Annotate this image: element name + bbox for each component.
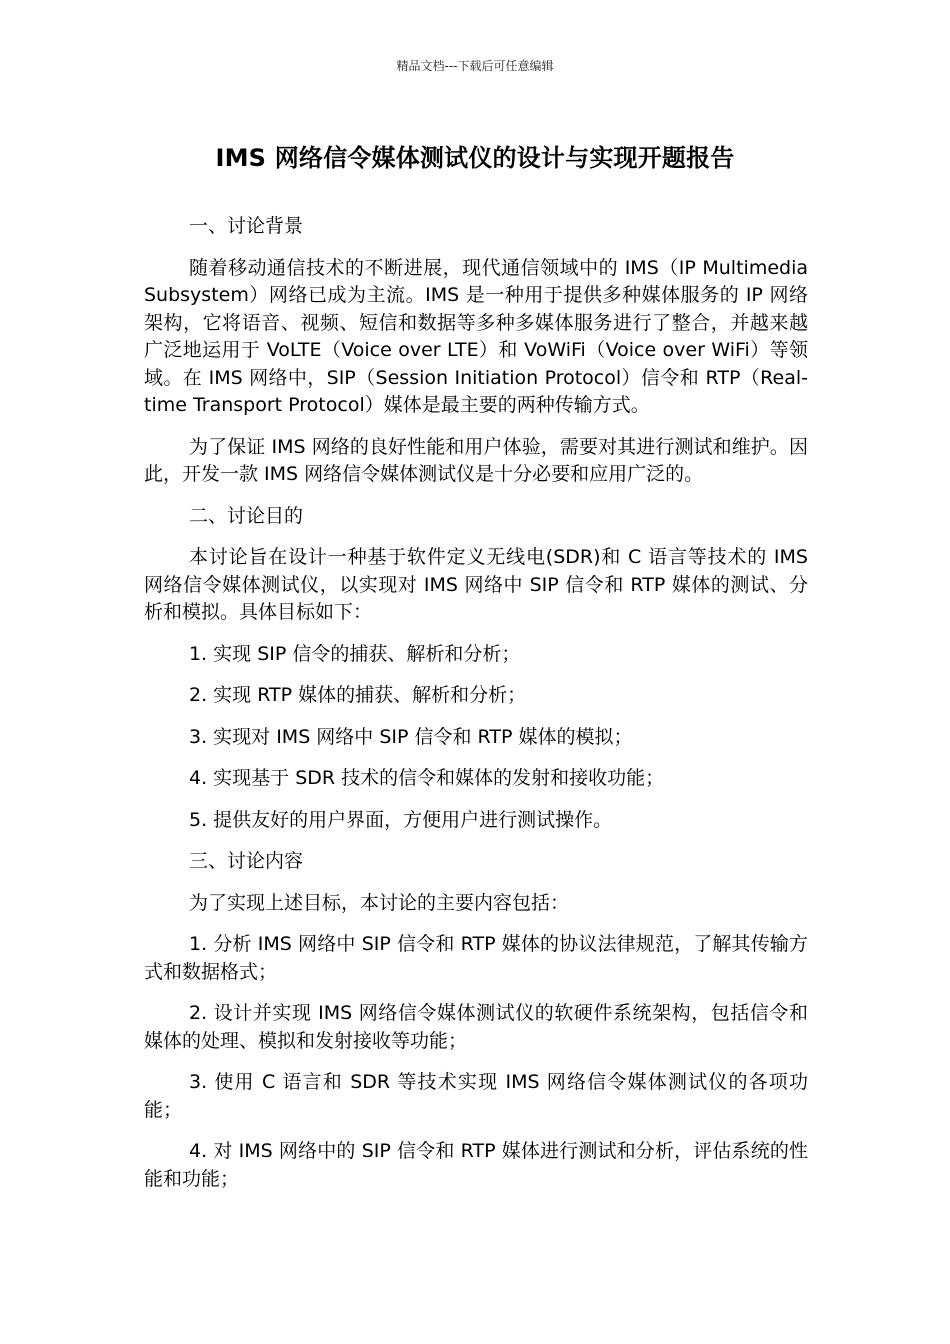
section-heading-background: 一、讨论背景	[189, 215, 304, 237]
section-heading-content: 三、讨论内容	[189, 850, 304, 872]
list-item-purpose: 5. 提供友好的用户界面，方便用户进行测试操作。	[189, 808, 613, 831]
document-body	[144, 213, 808, 1207]
paragraph-background-1: 随着移动通信技术的不断进展，现代通信领域中的 IMS（IP Multimedia Subsystem）网络已成为主流。IMS 是一种用于提供多种媒体服务的 IP 网络架构，它将语音、视频、短信和数据等多种多媒体服务进行了整合，并越来越广泛地运用于 VoLTE（Voice over LTE）和 VoWiFi（Voice over WiFi）等领域。在 IMS 网络中，SIP（Session Initiation Protocol）信令和 RTP（Real-time Transport Protocol）媒体是最主要的两种传输方式。	[144, 256, 808, 416]
list-item-purpose: 4. 实现基于 SDR 技术的信令和媒体的发射和接收功能；	[189, 767, 665, 789]
header-note: 精品文档---下载后可任意编辑	[396, 59, 554, 73]
page-title: IMS 网络信令媒体测试仪的设计与实现开题报告	[215, 144, 735, 172]
section-heading-purpose: 二、讨论目的	[189, 504, 304, 527]
list-item-content: 1. 分析 IMS 网络中 SIP 信令和 RTP 媒体的协议法律规范，了解其传输方式和数据格式；	[144, 933, 808, 983]
list-item-purpose: 3. 实现对 IMS 网络中 SIP 信令和 RTP 媒体的模拟；	[189, 725, 633, 748]
list-item-purpose: 2. 实现 RTP 媒体的捕获、解析和分析；	[189, 684, 527, 706]
list-item-content: 2. 设计并实现 IMS 网络信令媒体测试仪的软硬件系统架构，包括信令和媒体的处理、模拟和发射接收等功能；	[144, 1002, 808, 1052]
list-item-content: 4. 对 IMS 网络中的 SIP 信令和 RTP 媒体进行测试和分析，评估系统的性能和功能；	[144, 1140, 808, 1190]
paragraph-purpose-1: 本讨论旨在设计一种基于软件定义无线电(SDR)和 C 语言等技术的 IMS 网络信令媒体测试仪，以实现对 IMS 网络中 SIP 信令和 RTP 媒体的测试、分析和模拟。具体目标如下：	[144, 546, 808, 623]
list-item-content: 3. 使用 C 语言和 SDR 等技术实现 IMS 网络信令媒体测试仪的各项功能；	[144, 1071, 808, 1121]
paragraph-content-1: 为了实现上述目标，本讨论的主要内容包括：	[189, 891, 570, 914]
list-item-purpose: 1. 实现 SIP 信令的捕获、解析和分析；	[189, 642, 521, 665]
paragraph-background-2: 为了保证 IMS 网络的良好性能和用户体验，需要对其进行测试和维护。因此，开发一款 IMS 网络信令媒体测试仪是十分必要和应用广泛的。	[144, 435, 808, 485]
